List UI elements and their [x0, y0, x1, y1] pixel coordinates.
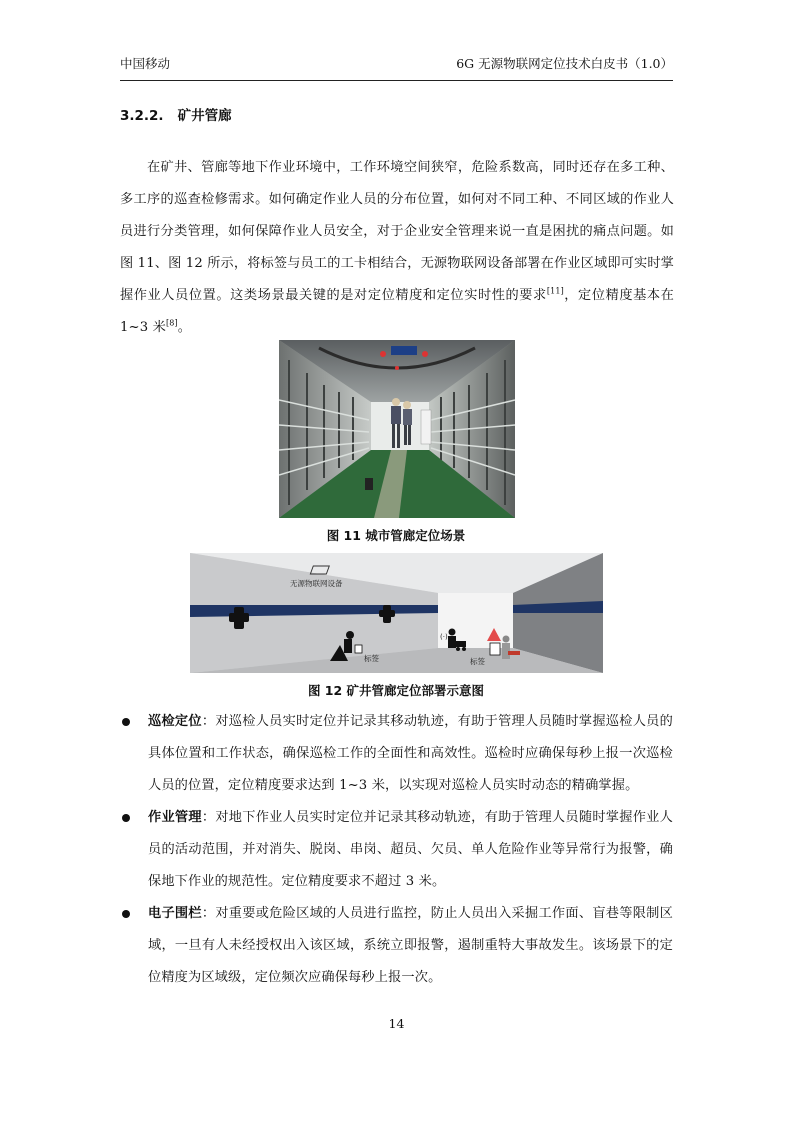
header-doc-title: 6G 无源物联网定位技术白皮书（1.0） [456, 56, 673, 71]
list-item [120, 898, 673, 994]
intro-text-end: 。 [177, 320, 192, 335]
intro-paragraph [120, 152, 674, 344]
intro-text-middle: ，定位精度基本在 1~3 米 [120, 288, 674, 335]
list-item [120, 802, 673, 898]
bullet-icon [122, 718, 130, 726]
reference-11[interactable]: [11] [546, 286, 564, 296]
list-item-text: 对重要或危险区域的人员进行监控，防止人员出入采掘工作面、盲巷等限制区域，一旦有人未经授权出入该区域，系统立即报警，遏制重特大事故发生。该场景下的定位精度为区域级，定位频次应确保每秒上报一次。 [148, 906, 673, 985]
tag-label-1: 标签 [364, 654, 379, 663]
term-patrol-positioning: 巡检定位 [148, 714, 202, 729]
section-number: 3.2.2. [120, 108, 164, 124]
term-separator: ： [201, 810, 216, 825]
tag-label-2: 标签 [470, 657, 485, 666]
svg-text:(·): (·) [440, 633, 448, 641]
term-work-management: 作业管理 [148, 810, 202, 825]
list-item-text: 对地下作业人员实时定位并记录其移动轨迹，有助于管理人员随时掌握作业人员的活动范围，并对消失、脱岗、串岗、超员、欠员、单人危险作业等异常行为报警，确保地下作业的规范性。定位精度要求不超过 3 米。 [148, 810, 673, 889]
mine-tunnel-deployment-diagram [190, 553, 603, 673]
term-separator: ： [201, 906, 216, 921]
figure-12-caption: 图 12 矿井管廊定位部署示意图 [307, 683, 485, 698]
bullet-icon [122, 910, 130, 918]
header-org: 中国移动 [120, 56, 171, 71]
list-item [120, 706, 673, 802]
term-separator: ： [201, 714, 216, 729]
list-item-text: 对巡检人员实时定位并记录其移动轨迹，有助于管理人员随时掌握巡检人员的具体位置和工作状态，确保巡检工作的全面性和高效性。巡检时应确保每秒上报一次巡检人员的位置，定位精度要求达到 1~3 米，以实现对巡检人员实时动态的精确掌握。 [148, 714, 673, 793]
intro-text: 在矿井、管廊等地下作业环境中，工作环境空间狭窄，危险系数高，同时还存在多工种、多工序的巡查检修需求。如何确定作业人员的分布位置，如何对不同工种、不同区域的作业人员进行分类管理，如何保障作业人员安全，对于企业安全管理来说一直是困扰的痛点问题。如图 11、图 12 所示，将标签与员工的工卡相结合，无源物联网设备部署在作业区域即可实时掌握作业人员位置。这类场景最关键的是对定位精度和定位实时性的要求 [120, 160, 675, 303]
page-number: 14 [388, 1016, 405, 1031]
reference-8[interactable]: [8] [165, 318, 178, 328]
section-title: 矿井管廊 [177, 108, 232, 124]
scenario-list [120, 706, 673, 994]
figure-11-caption: 图 11 城市管廊定位场景 [326, 528, 466, 543]
device-label: 无源物联网设备 [290, 579, 343, 588]
page-header [120, 52, 673, 81]
bullet-icon [122, 814, 130, 822]
utility-tunnel-photo [279, 340, 515, 518]
term-electronic-fence: 电子围栏 [148, 906, 202, 921]
section-heading [120, 104, 232, 124]
